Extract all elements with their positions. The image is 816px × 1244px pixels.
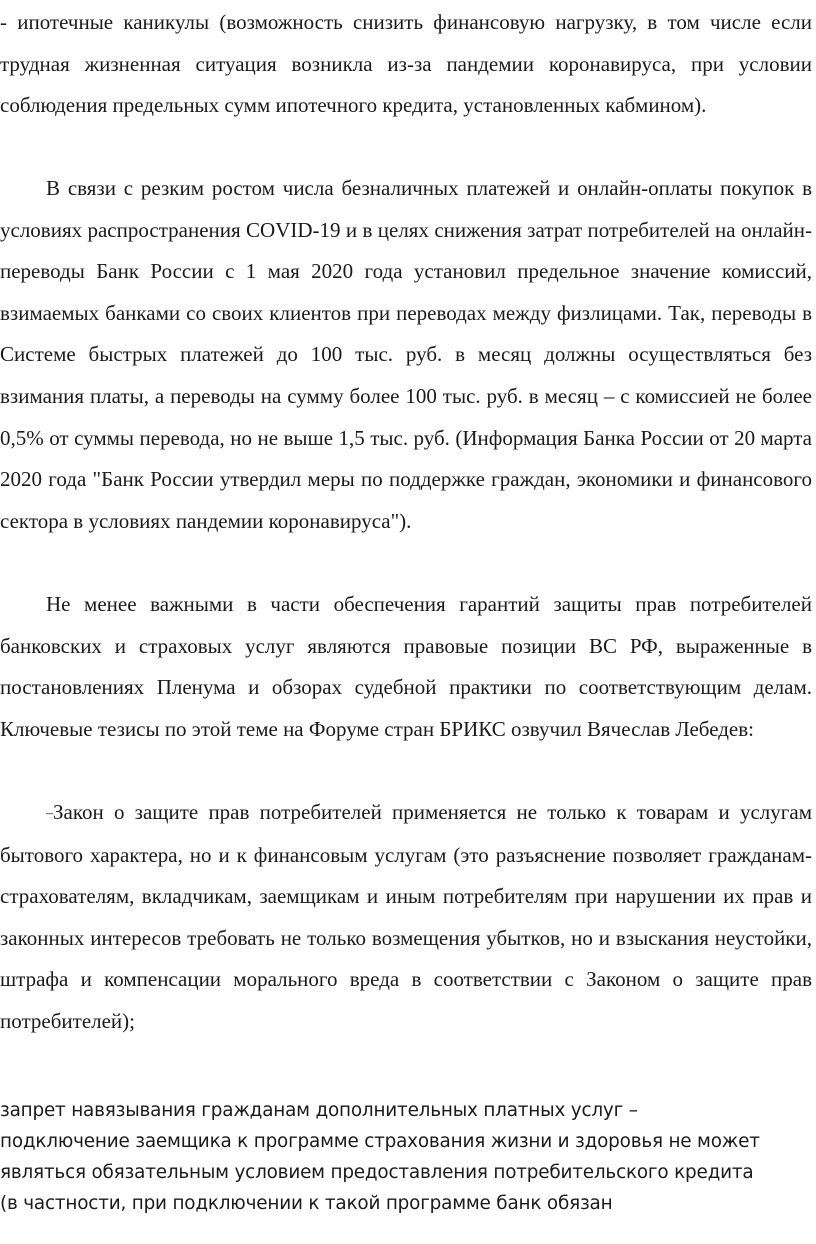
- sans-line-2: подключение заемщика к программе страхования жизни и здоровья не может: [0, 1131, 760, 1152]
- sans-line-1: запрет навязывания гражданам дополнительных платных услуг –: [0, 1100, 638, 1121]
- paragraph-consumer-protection-law: [0, 792, 812, 1043]
- sans-line-4: (в частности, при подключении к такой программе банк обязан: [0, 1193, 613, 1214]
- sans-serif-fragment: [0, 1095, 812, 1219]
- paragraph-consumer-protection-text: Закон о защите прав потребителей применяется не только к товарам и услугам бытового характера, но и к финансовым услугам (это разъяснение позволяет гражданам-страхователям, вкладчикам, заемщикам и иным потребителям при нарушении их прав и законных интересов требовать не только возмещения убытков, но и взыскания неустойки, штрафа и компенсации морального вреда в соответствии с Законом о защите прав потребителей);: [0, 800, 812, 1033]
- paragraph-supreme-court-positions: Не менее важными в части обеспечения гарантий защиты прав потребителей банковских и страховых услуг являются правовые позиции ВС РФ, выраженные в постановлениях Пленума и обзорах судебной практики по соответствующим делам. Ключевые тезисы по этой теме на Форуме стран БРИКС озвучил Вячеслав Лебедев:: [0, 592, 812, 741]
- list-dash-marker: –: [46, 806, 53, 821]
- paragraph-mortgage-holidays: - ипотечные каникулы (возможность снизить финансовую нагрузку, в том числе если трудная жизненная ситуация возникла из-за пандемии коронавируса, при условии соблюдения предельных сумм ипотечного кредита, установленных кабмином).: [0, 10, 812, 118]
- sans-line-3: являться обязательным условием предоставления потребительского кредита: [0, 1162, 754, 1183]
- paragraph-bank-of-russia-commissions: В связи с резким ростом числа безналичных платежей и онлайн-оплаты покупок в условиях распространения COVID-19 и в целях снижения затрат потребителей на онлайн-переводы Банк России с 1 мая 2020 года установил предельное значение комиссий, взимаемых банками со своих клиентов при переводах между физлицами. Так, переводы в Системе быстрых платежей до 100 тыс. руб. в месяц должны осуществляться без взимания платы, а переводы на сумму более 100 тыс. руб. в месяц – с комиссией не более 0,5% от суммы перевода, но не выше 1,5 тыс. руб. (Информация Банка России от 20 марта 2020 года "Банк России утвердил меры по поддержке граждан, экономики и финансового сектора в условиях пандемии коронавируса").: [0, 176, 812, 533]
